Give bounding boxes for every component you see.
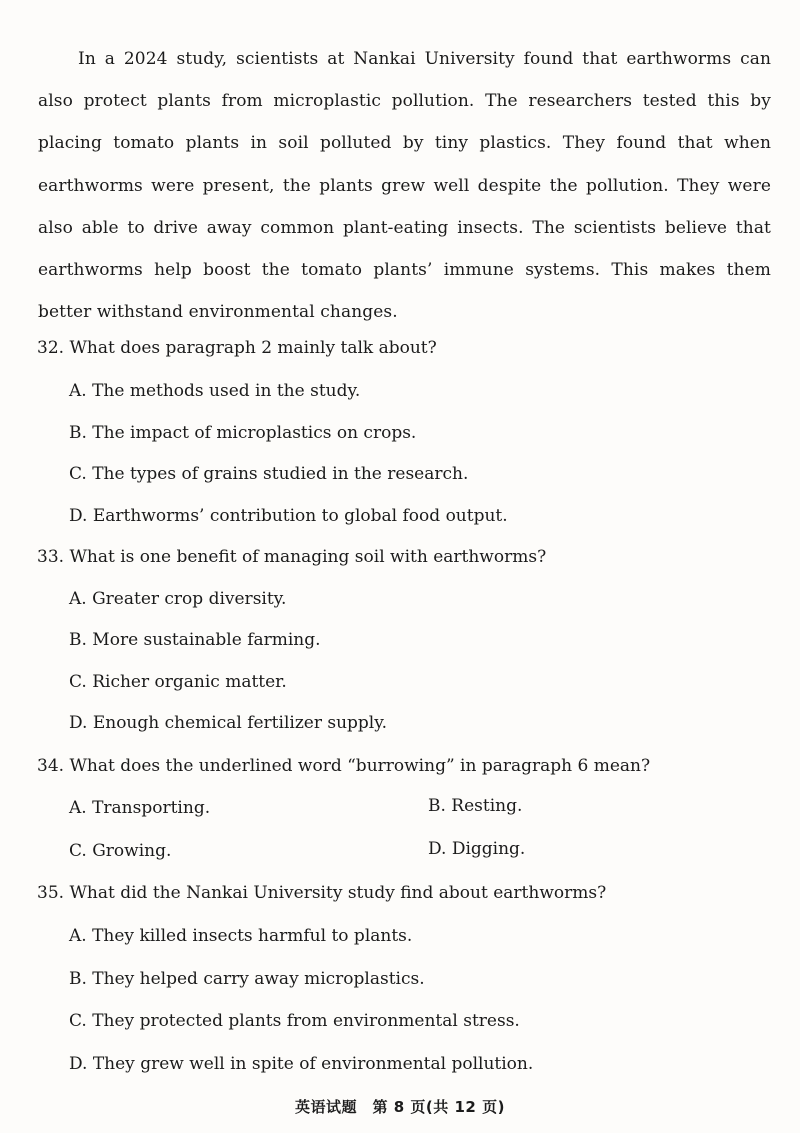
- question-33-stem: 33. What is one benefit of managing soil with earthworms?: [37, 547, 547, 567]
- question-35-stem: 35. What did the Nankai University study find about earthworms?: [37, 883, 607, 903]
- question-34-option-c[interactable]: C. Growing.: [69, 841, 172, 861]
- question-32-stem: 32. What does paragraph 2 mainly talk about?: [37, 338, 437, 358]
- question-32-option-d[interactable]: D. Earthworms’ contribution to global food output.: [69, 506, 508, 526]
- page-footer: 英语试题 第 8 页(共 12 页): [295, 1098, 505, 1116]
- question-32-option-b[interactable]: B. The impact of microplastics on crops.: [69, 423, 417, 443]
- question-33-option-d[interactable]: D. Enough chemical fertilizer supply.: [69, 713, 387, 733]
- question-35-option-d[interactable]: D. They grew well in spite of environmental pollution.: [69, 1054, 534, 1074]
- question-35-option-c[interactable]: C. They protected plants from environmental stress.: [69, 1011, 520, 1031]
- question-34-option-b[interactable]: B. Resting.: [428, 796, 523, 816]
- question-33-option-a[interactable]: A. Greater crop diversity.: [69, 589, 287, 609]
- question-35-option-b[interactable]: B. They helped carry away microplastics.: [69, 969, 425, 989]
- question-32-option-a[interactable]: A. The methods used in the study.: [69, 381, 361, 401]
- question-35-option-a[interactable]: A. They killed insects harmful to plants.: [69, 926, 413, 946]
- question-34-stem: 34. What does the underlined word “burrowing” in paragraph 6 mean?: [37, 756, 651, 776]
- question-34-option-a[interactable]: A. Transporting.: [69, 798, 211, 818]
- question-33-option-b[interactable]: B. More sustainable farming.: [69, 630, 321, 650]
- question-34-option-d[interactable]: D. Digging.: [428, 839, 526, 859]
- question-33-option-c[interactable]: C. Richer organic matter.: [69, 672, 287, 692]
- question-32-option-c[interactable]: C. The types of grains studied in the research.: [69, 464, 469, 484]
- passage-paragraph: In a 2024 study, scientists at Nankai University found that earthworms can also protect plants from microplastic pollution. The researchers tested this by placing tomato plants in soil polluted by tiny plastics. They found that when earthworms were present, the plants grew well despite the pollution. They were also able to drive away common plant-eating insects. The scientists believe that earthworms help boost the tomato plants’ immune systems. This makes them better withstand environmental changes.: [38, 49, 771, 323]
